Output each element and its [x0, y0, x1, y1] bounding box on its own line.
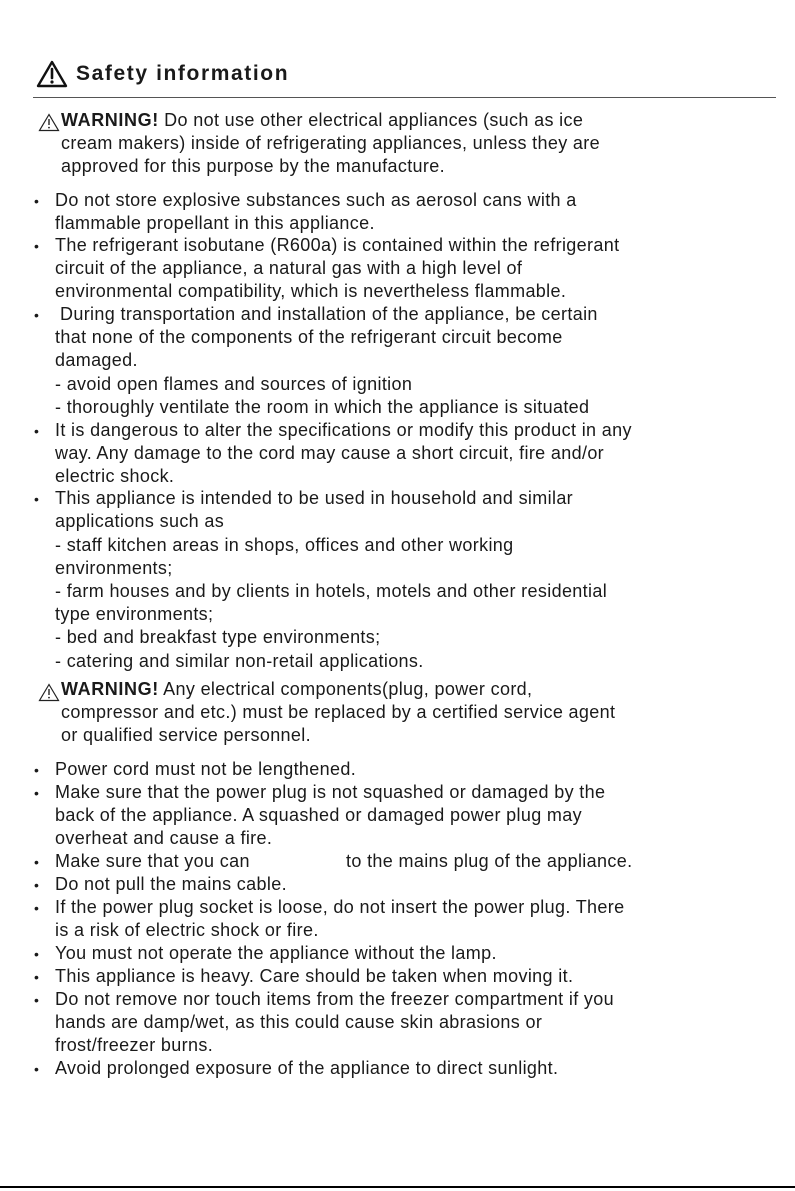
text-line: flammable propellant in this appliance.	[55, 213, 375, 233]
text-line: is a risk of electric shock or fire.	[55, 920, 319, 940]
bullet-dot: •	[34, 877, 39, 893]
text-line: electric shock.	[55, 466, 175, 486]
warning-paragraph	[61, 110, 583, 131]
text-line: The refrigerant isobutane (R600a) is contained within the refrigerant	[55, 235, 620, 255]
warning-triangle-icon	[38, 683, 60, 702]
bullet-dot: •	[34, 854, 39, 870]
text-line: Any electrical components(plug, power cord,	[163, 679, 533, 699]
text-line: environments;	[55, 558, 173, 578]
text-line: way. Any damage to the cord may cause a short circuit, fire and/or	[55, 443, 605, 463]
text-line: Do not remove nor touch items from the freezer compartment if you	[55, 989, 614, 1009]
text-line: It is dangerous to alter the specifications or modify this product in any	[55, 420, 632, 440]
text-line: compressor and etc.) must be replaced by a certified service agent	[61, 702, 616, 722]
text-line: hands are damp/wet, as this could cause skin abrasions or	[55, 1012, 543, 1032]
header-divider	[33, 97, 776, 98]
text-line: type environments;	[55, 604, 214, 624]
text-line: - bed and breakfast type environments;	[55, 627, 381, 647]
text-line: applications such as	[55, 511, 225, 531]
text-line: cream makers) inside of refrigerating appliances, unless they are	[61, 133, 600, 153]
bullet-dot: •	[34, 193, 39, 209]
text-line: back of the appliance. A squashed or damaged power plug may	[55, 805, 582, 825]
bullet-dot: •	[34, 785, 39, 801]
bullet-dot: •	[34, 238, 39, 254]
section-header	[36, 60, 289, 88]
bottom-border	[0, 1186, 795, 1188]
text-line: If the power plug socket is loose, do not insert the power plug. There	[55, 897, 625, 917]
text-line: approved for this purpose by the manufacture.	[61, 156, 445, 176]
text-line: overheat and cause a fire.	[55, 828, 273, 848]
warning-label: WARNING!	[61, 110, 159, 130]
text-line: Do not pull the mains cable.	[55, 874, 287, 894]
text-line: Make sure that you can	[55, 851, 250, 871]
text-line: - thoroughly ventilate the room in which the appliance is situated	[55, 397, 590, 417]
warning-triangle-icon	[36, 60, 68, 88]
text-line: Power cord must not be lengthened.	[55, 759, 357, 779]
page-title: Safety information	[76, 62, 290, 85]
text-line: This appliance is intended to be used in household and similar	[55, 488, 574, 508]
text-line: environmental compatibility, which is nevertheless flammable.	[55, 281, 567, 301]
text-line: Avoid prolonged exposure of the appliance to direct sunlight.	[55, 1058, 559, 1078]
text-line: Do not use other electrical appliances (such as ice	[164, 110, 584, 130]
bullet-dot: •	[34, 423, 39, 439]
text-line: or qualified service personnel.	[61, 725, 311, 745]
text-line: - catering and similar non-retail applications.	[55, 651, 424, 671]
warning-triangle-icon	[38, 113, 60, 132]
warning-label: WARNING!	[61, 679, 159, 699]
text-line: frost/freezer burns.	[55, 1035, 214, 1055]
bullet-dot: •	[34, 491, 39, 507]
text-line: Make sure that the power plug is not squashed or damaged by the	[55, 782, 606, 802]
text-line: that none of the components of the refrigerant circuit become	[55, 327, 563, 347]
text-line: damaged.	[55, 350, 138, 370]
text-line: Do not store explosive substances such as aerosol cans with a	[55, 190, 577, 210]
text-line: This appliance is heavy. Care should be taken when moving it.	[55, 966, 574, 986]
text-line: circuit of the appliance, a natural gas with a high level of	[55, 258, 523, 278]
text-line: to the mains plug of the appliance.	[346, 851, 633, 871]
warning-paragraph	[61, 679, 532, 700]
bullet-dot: •	[34, 762, 39, 778]
text-line: During transportation and installation of the appliance, be certain	[60, 304, 598, 324]
bullet-dot: •	[34, 900, 39, 916]
bullet-dot: •	[34, 1061, 39, 1077]
bullet-dot: •	[34, 992, 39, 1008]
text-line: - avoid open flames and sources of ignition	[55, 374, 413, 394]
text-line: - staff kitchen areas in shops, offices and other working	[55, 535, 514, 555]
bullet-dot: •	[34, 307, 39, 323]
bullet-dot: •	[34, 946, 39, 962]
text-line: You must not operate the appliance without the lamp.	[55, 943, 497, 963]
text-line: - farm houses and by clients in hotels, motels and other residential	[55, 581, 608, 601]
bullet-dot: •	[34, 969, 39, 985]
